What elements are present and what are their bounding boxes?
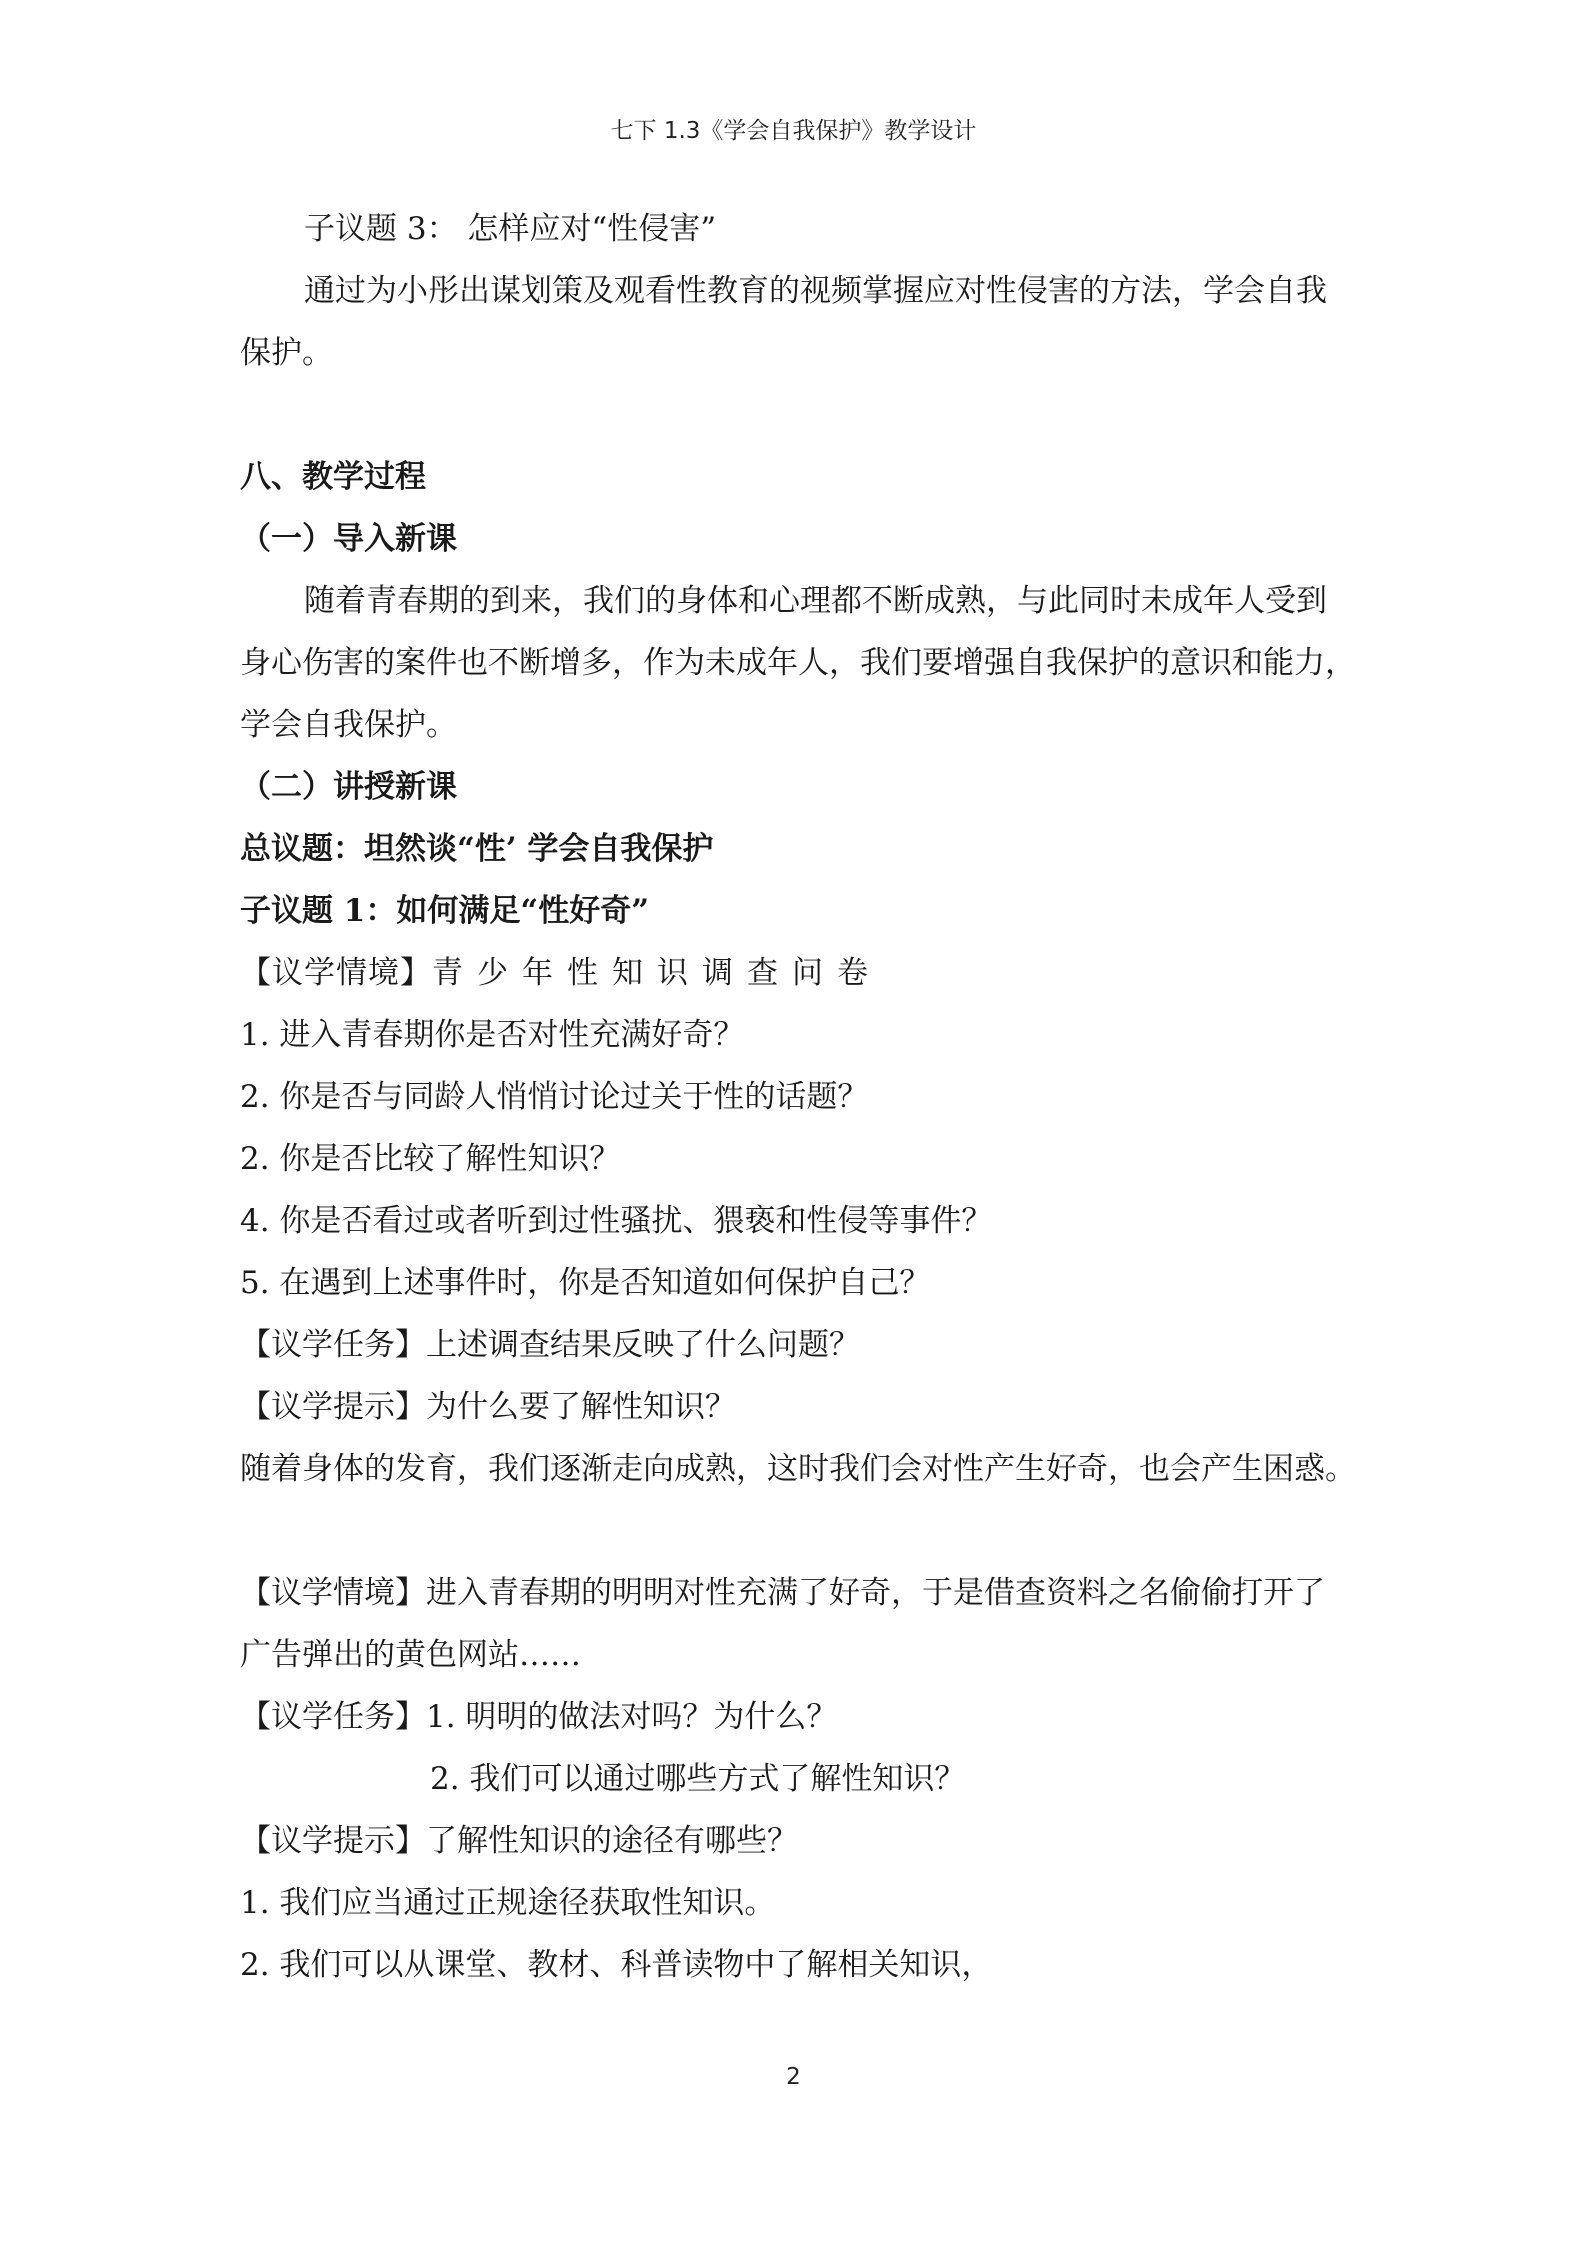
paragraph-line: 学会自我保护。 bbox=[240, 707, 457, 743]
sub-topic-1-title: 子议题 1：如何满足“性好奇” bbox=[240, 893, 650, 929]
list-item: 1. 进入青春期你是否对性充满好奇？ bbox=[240, 1017, 745, 1053]
answer-line: 随着身体的发育，我们逐渐走向成熟，这时我们会对性产生好奇，也会产生困惑。 bbox=[240, 1451, 1356, 1487]
section-heading: 八、教学过程 bbox=[240, 459, 426, 495]
list-item: 4. 你是否看过或者听到过性骚扰、猥亵和性侵等事件？ bbox=[240, 1203, 993, 1239]
subsection-heading: （一）导入新课 bbox=[240, 521, 457, 557]
page-header: 七下 1.3《学会自我保护》教学设计 bbox=[610, 118, 977, 144]
subsection-heading: （二）讲授新课 bbox=[240, 769, 457, 805]
spacer bbox=[240, 384, 1360, 446]
paragraph-line: 身心伤害的案件也不断增多，作为未成年人，我们要增强自我保护的意识和能力， bbox=[240, 645, 1356, 681]
task-line: 2. 我们可以通过哪些方式了解性知识？ bbox=[430, 1761, 966, 1797]
list-item: 2. 我们可以从课堂、教材、科普读物中了解相关知识， bbox=[240, 1947, 993, 1983]
document-body bbox=[240, 198, 1360, 1996]
list-item: 5. 在遇到上述事件时，你是否知道如何保护自己？ bbox=[240, 1265, 931, 1301]
situation-line bbox=[240, 942, 1360, 1004]
hint-line: 【议学提示】了解性知识的途径有哪些？ bbox=[240, 1823, 798, 1859]
situation-text: 青少年性知识调查问卷 bbox=[432, 955, 882, 991]
main-topic: 总议题：坦然谈“性’ 学会自我保护 bbox=[240, 831, 714, 867]
list-item: 2. 你是否比较了解性知识？ bbox=[240, 1141, 621, 1177]
situation-line: 【议学情境】进入青春期的明明对性充满了好奇，于是借查资料之名偷偷打开了 bbox=[240, 1575, 1325, 1611]
page-number: 2 bbox=[786, 2064, 801, 2090]
task-line: 【议学任务】上述调查结果反映了什么问题？ bbox=[240, 1327, 860, 1363]
situation-line: 广告弹出的黄色网站…… bbox=[240, 1637, 581, 1673]
spacer bbox=[240, 1500, 1360, 1562]
paragraph-line: 保护。 bbox=[240, 335, 333, 371]
paragraph-line: 通过为小彤出谋划策及观看性教育的视频掌握应对性侵害的方法，学会自我 bbox=[304, 273, 1327, 309]
list-item: 2. 你是否与同龄人悄悄讨论过关于性的话题？ bbox=[240, 1079, 869, 1115]
situation-label: 【议学情境】 bbox=[240, 955, 432, 991]
list-item: 1. 我们应当通过正规途径获取性知识。 bbox=[240, 1885, 776, 1921]
sub-topic-3-title: 子议题 3： 怎样应对“性侵害” bbox=[304, 211, 717, 247]
task-line: 【议学任务】1. 明明的做法对吗？为什么？ bbox=[240, 1699, 838, 1735]
paragraph-line: 随着青春期的到来，我们的身体和心理都不断成熟，与此同时未成年人受到 bbox=[304, 583, 1327, 619]
hint-line: 【议学提示】为什么要了解性知识？ bbox=[240, 1389, 736, 1425]
